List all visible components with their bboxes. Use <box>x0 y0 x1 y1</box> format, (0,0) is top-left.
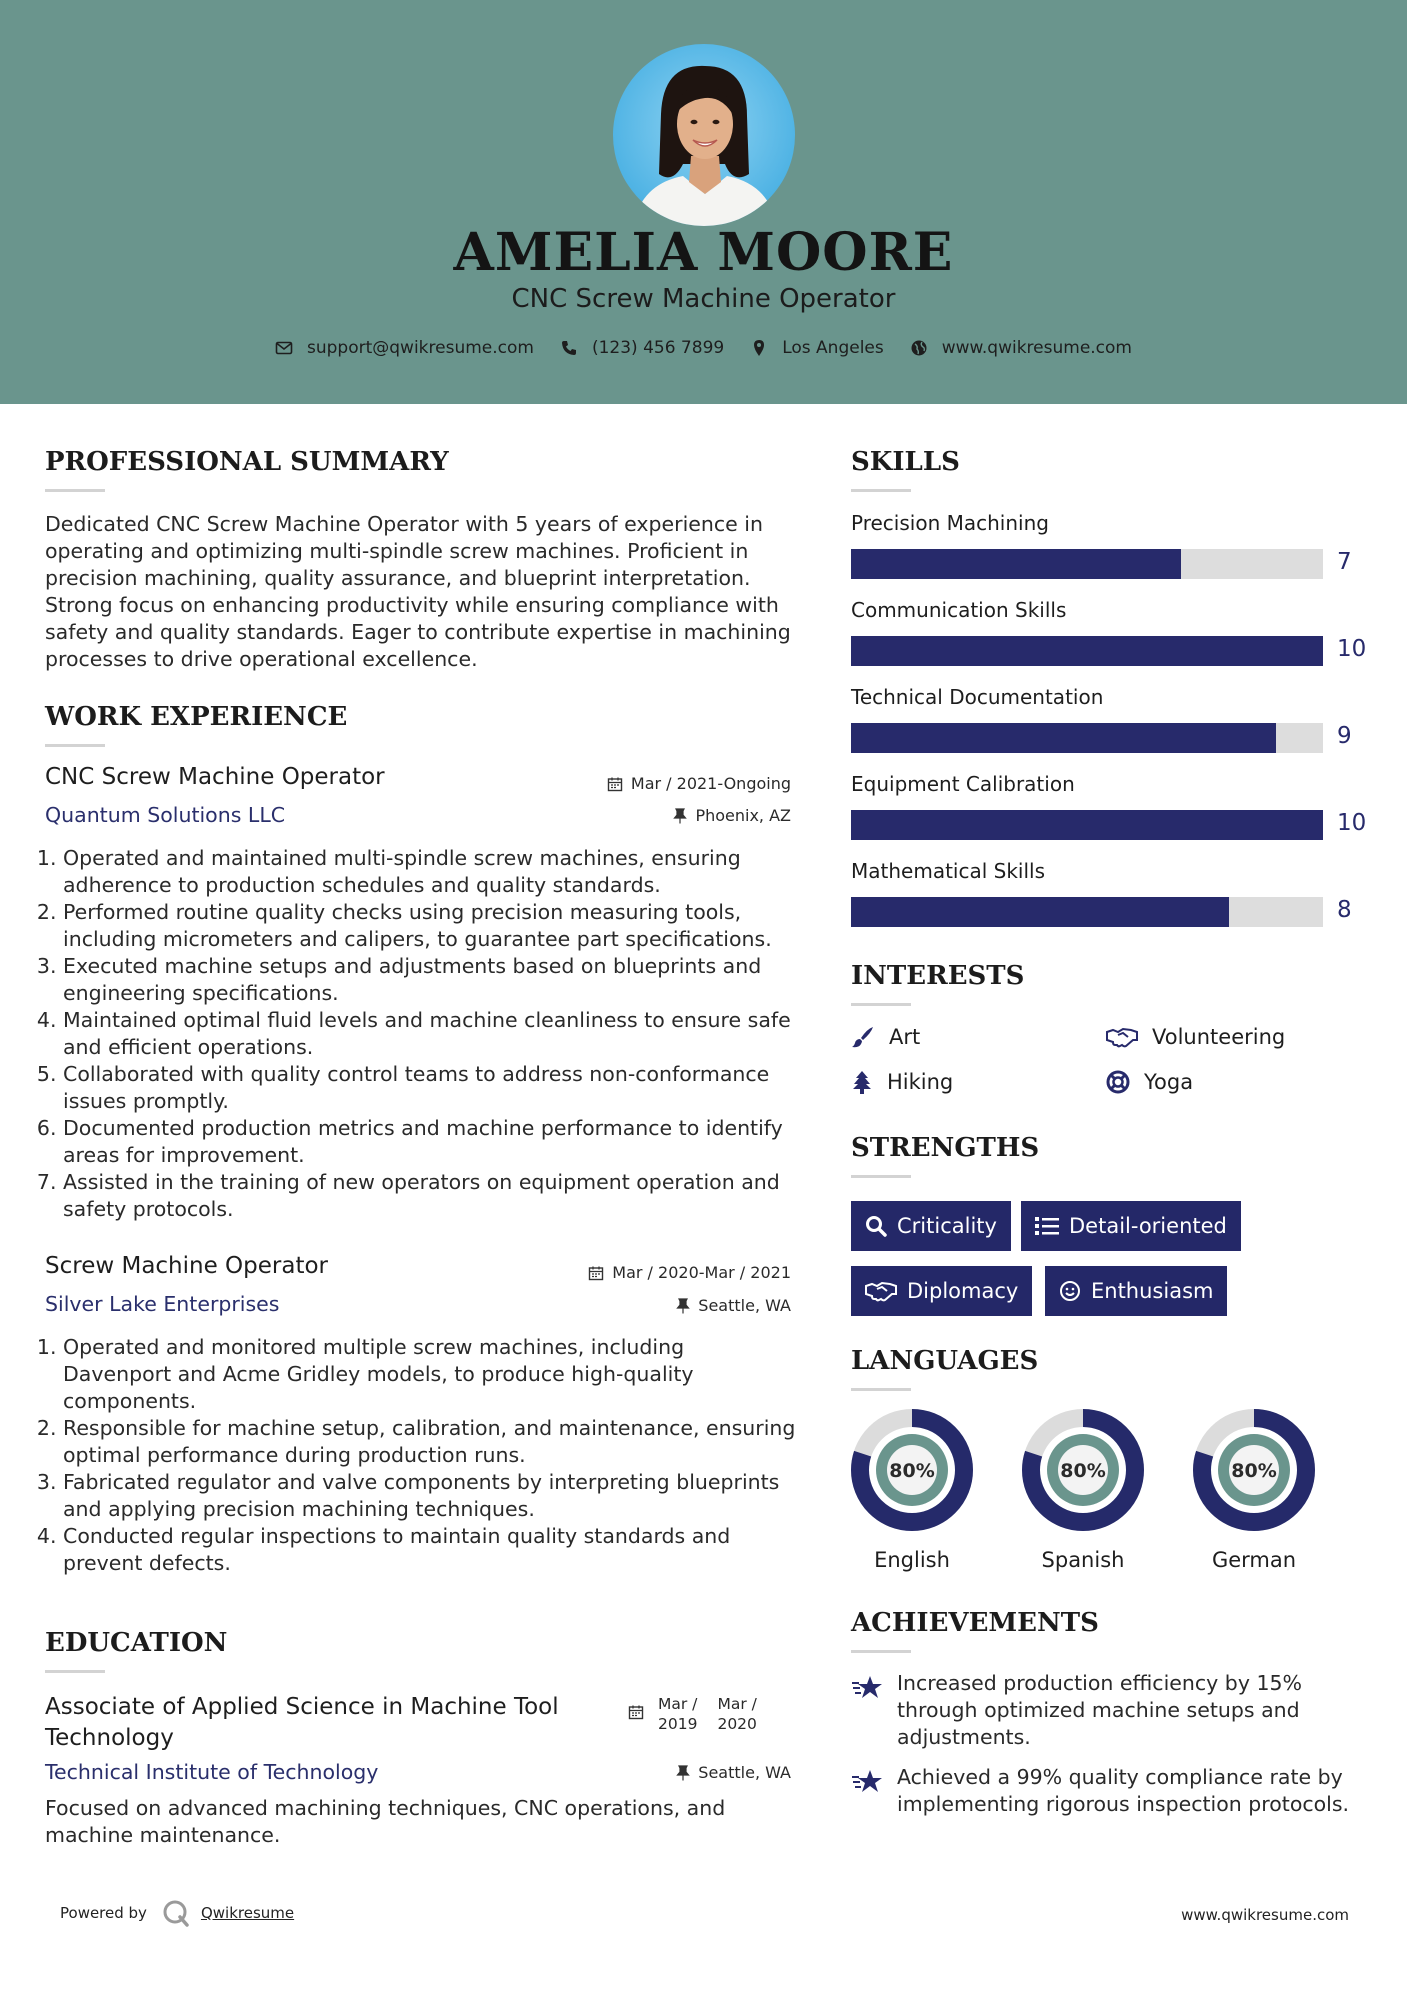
education-location: Seattle, WA <box>520 1763 791 1782</box>
paint-brush-icon <box>851 1025 875 1049</box>
strength-detail-oriented: Detail-oriented <box>1021 1201 1241 1251</box>
job-1-dates: Mar / 2021-Ongoing <box>520 774 791 793</box>
job-2-location: Seattle, WA <box>520 1296 791 1315</box>
strengths-rule <box>851 1175 911 1178</box>
globe-icon <box>910 339 928 357</box>
skill-bar-track <box>851 810 1323 840</box>
skills-heading: SKILLS <box>851 447 960 477</box>
interests-rule <box>851 1003 911 1006</box>
smile-icon <box>1059 1280 1081 1302</box>
contact-location <box>750 338 884 358</box>
phone-text: (123) 456 7899 <box>591 338 725 358</box>
language-ring <box>1192 1408 1316 1532</box>
location-text: Los Angeles <box>782 338 884 358</box>
thumbtack-icon <box>676 1765 690 1781</box>
skill-bar-track <box>851 723 1323 753</box>
job-1-duty: 4. Maintained optimal fluid levels and machine cleanliness to ensure safe and efficient operations. <box>63 1007 797 1061</box>
life-ring-icon <box>1106 1070 1130 1094</box>
job-1-duty: 1. Operated and maintained multi-spindle screw machines, ensuring adherence to production schedules and quality standards. <box>63 845 797 899</box>
job-2-duty: 1. Operated and monitored multiple screw machines, including Davenport and Acme Gridley models, to produce high-quality components. <box>63 1334 797 1415</box>
education-rule <box>45 1670 105 1673</box>
summary-rule <box>45 489 105 492</box>
strength-criticality: Criticality <box>851 1201 1011 1251</box>
contact-email[interactable] <box>275 338 534 358</box>
website-text: www.qwikresume.com <box>941 338 1132 358</box>
interest-yoga: Yoga <box>1106 1070 1193 1094</box>
language-name: English <box>874 1548 950 1572</box>
language-percent: 80% <box>889 1460 935 1482</box>
language-item <box>1192 1408 1316 1572</box>
summary-text: Dedicated CNC Screw Machine Operator with 5 years of experience in operating and optimizing multi-spindle screw machines. Proficient in precision machining, quality assurance, and blueprint interpretation. Strong focus on enhancing productivity while ensuring compliance with safety and quality standards. Eager to contribute expertise in machining processes to drive operational excellence. <box>45 512 791 671</box>
handshake-icon <box>865 1279 897 1303</box>
skill-name: Precision Machining <box>851 511 1049 535</box>
header-banner <box>0 0 1407 404</box>
job-2-duty: 3. Fabricated regulator and valve components by interpreting blueprints and applying precision machining techniques. <box>63 1469 797 1523</box>
contact-phone[interactable] <box>560 338 724 358</box>
language-item <box>1021 1408 1145 1572</box>
skill-value: 7 <box>1337 549 1352 575</box>
footer-website[interactable]: www.qwikresume.com <box>1181 1906 1349 1924</box>
language-item <box>850 1408 974 1572</box>
thumbtack-icon <box>673 808 687 824</box>
strength-enthusiasm: Enthusiasm <box>1045 1266 1227 1316</box>
star-achievement-icon <box>851 1674 883 1702</box>
qwikresume-logo-icon <box>161 1898 191 1928</box>
calendar-icon <box>588 1265 604 1281</box>
achievement-item: Achieved a 99% quality compliance rate by implementing rigorous inspection protocols. <box>851 1764 1351 1818</box>
experience-rule <box>45 744 105 747</box>
handshake-icon <box>1106 1025 1138 1049</box>
skill-bar-fill <box>851 897 1229 927</box>
languages-heading: LANGUAGES <box>851 1346 1039 1376</box>
job-1-duty: 6. Documented production metrics and machine performance to identify areas for improvement. <box>63 1115 797 1169</box>
interests-heading: INTERESTS <box>851 961 1025 991</box>
candidate-title: CNC Screw Machine Operator <box>511 284 896 314</box>
job-1-duty: 7. Assisted in the training of new operators on equipment operation and safety protocols. <box>63 1169 797 1223</box>
calendar-icon <box>628 1704 644 1720</box>
job-1-location: Phoenix, AZ <box>520 806 791 825</box>
footer-brand-link[interactable]: Qwikresume <box>200 1904 295 1922</box>
education-school: Technical Institute of Technology <box>45 1760 379 1784</box>
job-1-company: Quantum Solutions LLC <box>45 803 286 827</box>
language-percent: 80% <box>1060 1460 1106 1482</box>
thumbtack-icon <box>676 1298 690 1314</box>
skill-name: Equipment Calibration <box>851 772 1075 796</box>
achievement-item: Increased production efficiency by 15% through optimized machine setups and adjustments. <box>851 1670 1351 1751</box>
skill-bar-fill <box>851 810 1323 840</box>
star-achievement-icon <box>851 1768 883 1796</box>
skill-bar-fill <box>851 636 1323 666</box>
calendar-icon <box>607 776 623 792</box>
skill-value: 10 <box>1337 810 1367 836</box>
education-degree: Associate of Applied Science in Machine Tool Technology <box>45 1694 559 1751</box>
skill-bar-track <box>851 549 1323 579</box>
contact-bar <box>0 338 1407 358</box>
language-ring <box>1021 1408 1145 1532</box>
envelope-icon <box>275 339 293 357</box>
language-name: Spanish <box>1041 1548 1125 1572</box>
summary-heading: PROFESSIONAL SUMMARY <box>45 447 449 477</box>
tree-icon <box>851 1070 873 1094</box>
candidate-name: AMELIA MOORE <box>453 222 954 283</box>
profile-photo <box>613 44 795 226</box>
job-1-title: CNC Screw Machine Operator <box>45 764 385 790</box>
skill-value: 8 <box>1337 897 1352 923</box>
education-description: Focused on advanced machining techniques, CNC operations, and machine maintenance. <box>45 1796 726 1847</box>
email-text: support@qwikresume.com <box>307 338 534 358</box>
skill-bar-track <box>851 636 1323 666</box>
languages-rule <box>851 1388 911 1391</box>
interest-volunteering: Volunteering <box>1106 1025 1285 1049</box>
language-ring <box>850 1408 974 1532</box>
skill-bar-track <box>851 897 1323 927</box>
job-1-duty: 5. Collaborated with quality control teams to address non-conformance issues promptly. <box>63 1061 797 1115</box>
achievements-rule <box>851 1650 911 1653</box>
job-1-duties <box>45 845 797 1223</box>
skills-rule <box>851 489 911 492</box>
skill-value: 9 <box>1337 723 1352 749</box>
search-icon <box>865 1215 887 1237</box>
language-name: German <box>1211 1548 1297 1572</box>
job-2-duty: 4. Conducted regular inspections to maintain quality standards and prevent defects. <box>63 1523 797 1577</box>
footer-powered-by: Powered by Qwikresume <box>60 1898 294 1928</box>
job-1-duty: 2. Performed routine quality checks using precision measuring tools, including micrometers and calipers, to guarantee part specifications. <box>63 899 797 953</box>
strengths-heading: STRENGTHS <box>851 1133 1040 1163</box>
language-percent: 80% <box>1231 1460 1277 1482</box>
interest-hiking: Hiking <box>851 1070 953 1094</box>
education-heading: EDUCATION <box>45 1628 228 1658</box>
achievements-heading: ACHIEVEMENTS <box>851 1608 1099 1638</box>
job-2-duties <box>45 1334 797 1577</box>
strength-diplomacy: Diplomacy <box>851 1266 1032 1316</box>
job-2-duty: 2. Responsible for machine setup, calibration, and maintenance, ensuring optimal performance during production runs. <box>63 1415 797 1469</box>
skill-name: Technical Documentation <box>851 685 1104 709</box>
job-2-title: Screw Machine Operator <box>45 1253 329 1279</box>
skill-name: Mathematical Skills <box>851 859 1046 883</box>
skill-bar-fill <box>851 723 1276 753</box>
skill-value: 10 <box>1337 636 1367 662</box>
job-1-duty: 3. Executed machine setups and adjustments based on blueprints and engineering specifications. <box>63 953 797 1007</box>
skill-bar-fill <box>851 549 1181 579</box>
interest-art: Art <box>851 1025 920 1049</box>
phone-icon <box>560 339 578 357</box>
map-marker-icon <box>750 339 768 357</box>
skill-name: Communication Skills <box>851 598 1067 622</box>
contact-website[interactable] <box>910 338 1132 358</box>
education-dates: Mar / 2019 Mar / 2020 <box>628 1694 793 1734</box>
experience-heading: WORK EXPERIENCE <box>45 702 348 732</box>
job-2-company: Silver Lake Enterprises <box>45 1292 280 1316</box>
list-icon <box>1035 1216 1059 1236</box>
job-2-dates: Mar / 2020-Mar / 2021 <box>520 1263 791 1282</box>
